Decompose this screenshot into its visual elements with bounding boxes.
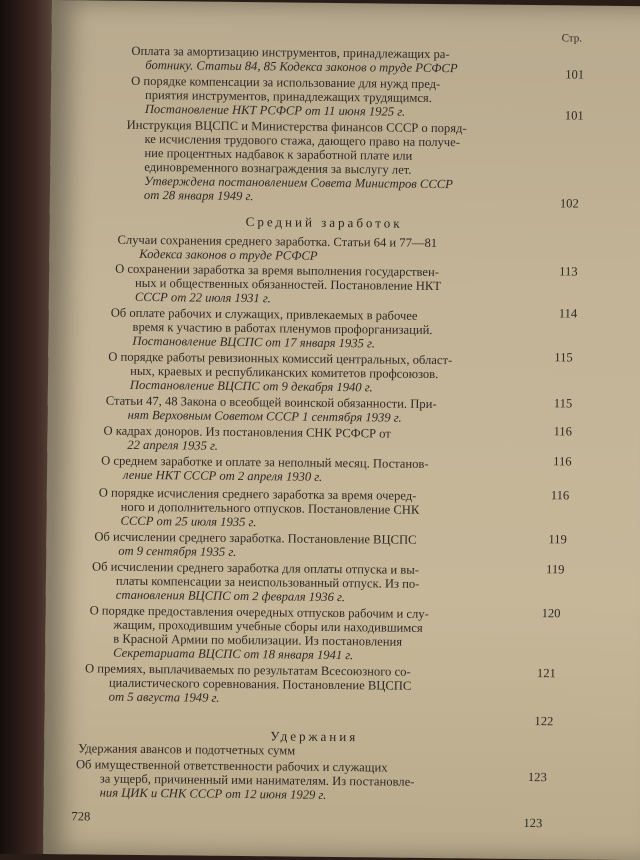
section-heading: Средний заработок — [245, 214, 403, 231]
toc-page-number: 121 — [536, 666, 556, 681]
toc-page-number: 116 — [550, 488, 570, 503]
toc-line: Оплата за амортизацию инструментов, принадлежащих ра- — [131, 43, 450, 62]
toc-line: Утверждена постановлением Совета Министров СССР — [144, 173, 453, 192]
toc-page-number: 123 — [523, 815, 543, 831]
toc-page-number: 101 — [564, 108, 584, 123]
toc-line: О среднем заработке и оплате за неполный месяц. Постанов- — [101, 453, 429, 471]
toc-line: ке исчисления трудового стажа, дающего право на получе- — [144, 131, 461, 150]
folio-page-number: 728 — [71, 809, 91, 824]
toc-page-number: 119 — [548, 532, 567, 547]
section-heading: Удержания — [270, 728, 359, 745]
toc-line: О премиях, выплачиваемых по результатам Всесоюзного со- — [84, 661, 411, 679]
toc-page-number: 115 — [554, 350, 573, 365]
page-column-label: Стр. — [561, 32, 583, 45]
toc-page-number: 113 — [559, 264, 578, 279]
toc-line: Секретариата ВЦСПС от 18 января 1941 г. — [113, 645, 354, 663]
toc-page-number: 119 — [545, 562, 565, 577]
toc-page-number: 102 — [559, 196, 579, 211]
toc-line: О сохранении заработка за время выполнения государствен- — [115, 261, 440, 280]
toc-line: ление НКТ СССР от 2 апреля 1930 г. — [122, 467, 323, 484]
toc-page-number: 120 — [541, 606, 561, 621]
toc-line: от 9 сентября 1935 г. — [118, 543, 237, 559]
toc-line: ботнику. Статьи 84, 85 Кодекса законов о труде РСФСР — [145, 57, 458, 76]
toc-line: ние процентных надбавок к заработной плате или — [144, 145, 413, 163]
toc-line: О порядке работы ревизионных комиссий центральных, област- — [108, 349, 453, 368]
toc-line: от 5 августа 1949 г. — [108, 689, 220, 705]
toc-line: Постановление ВЦСПС от 17 января 1935 г. — [132, 333, 375, 351]
toc-line: единовременного вознаграждения за выслугу лет. — [144, 159, 412, 177]
toc-page-number: 122 — [534, 714, 554, 729]
toc-line: СССР от 22 июля 1931 г. — [134, 289, 271, 306]
toc-line: 22 апреля 1935 г. — [127, 437, 219, 453]
toc-line: ных и общественных обязанностей. Постановление НКТ — [134, 275, 442, 294]
toc-line: циалистического соревнования. Постановление ВЦСПС — [108, 675, 412, 693]
toc-line: время к участию в работах пленумов профорганизаций. — [132, 319, 433, 338]
toc-page-number: 116 — [553, 454, 572, 469]
toc-line: Об исчислении среднего заработка для оплаты отпуска и вы- — [91, 559, 420, 577]
toc-line: Постановление ВЦСПС от 9 декабря 1940 г. — [129, 377, 373, 395]
toc-line: О порядке компенсации за использование для нужд пред- — [131, 73, 441, 92]
toc-line: ных, краевых и республиканских комитетов профсоюзов. — [130, 363, 439, 382]
toc-line: приятия инструментов, принадлежащих трудящимся. — [144, 87, 432, 105]
toc-line: от 28 января 1949 г. — [143, 187, 254, 204]
toc-line: Об исчислении среднего заработка. Постановление ВЦСПС — [94, 529, 417, 547]
toc-line: за ущерб, причиненный ими нанимателям. Из постановле- — [99, 771, 415, 789]
toc-line: Об имущественной ответственности рабочих и служащих — [75, 757, 388, 775]
toc-page-number: 101 — [565, 67, 585, 82]
toc-line: ного и дополнительного отпусков. Постановление СНК — [120, 499, 420, 517]
toc-line: Об оплате рабочих и служащих, привлекаемых в рабочее — [110, 305, 418, 323]
toc-line: нят Верховным Советом СССР 1 сентября 1939 г. — [127, 407, 402, 425]
toc-line: жащим, проходившим учебные сборы или находившимся — [113, 617, 423, 635]
toc-line: О порядке исчисления среднего заработка за время очеред- — [98, 485, 417, 503]
toc-line: Кодекса законов о труде РСФСР — [139, 246, 318, 263]
toc-page-number: 123 — [527, 770, 547, 785]
toc-line: Инструкция ВЦСПС и Министерства финансов СССР о поряд- — [126, 117, 467, 136]
toc-page-number: 116 — [553, 424, 573, 439]
toc-line: в Красной Армии по мобилизации. Из постановления — [113, 631, 403, 649]
toc-line: СССР от 25 июля 1935 г. — [120, 513, 257, 530]
toc-line: становления ВЦСПС от 2 февраля 1936 г. — [115, 587, 346, 605]
toc-line: О порядке предоставления очередных отпусков рабочим и слу- — [89, 603, 429, 621]
toc-line: платы компенсации за неиспользованный отпуск. Из по- — [115, 573, 420, 591]
book-page — [43, 0, 640, 860]
toc-line: Удержания авансов и подотчетных сумм — [78, 741, 296, 758]
toc-line: ния ЦИК и СНК СССР от 12 июня 1929 г. — [99, 785, 327, 802]
toc-line: Случаи сохранения среднего заработка. Статьи 64 и 77—81 — [117, 232, 438, 251]
toc-page-number: 115 — [553, 396, 573, 411]
toc-line: Статьи 47, 48 Закона о всеобщей воинской обязанности. При- — [105, 393, 437, 412]
toc-line: О кадрах доноров. Из постановления СНК РСФСР от — [103, 423, 391, 441]
toc-page-number: 114 — [558, 306, 578, 321]
toc-line: Постановление НКТ РСФСР от 11 июня 1925 г. — [144, 101, 406, 119]
